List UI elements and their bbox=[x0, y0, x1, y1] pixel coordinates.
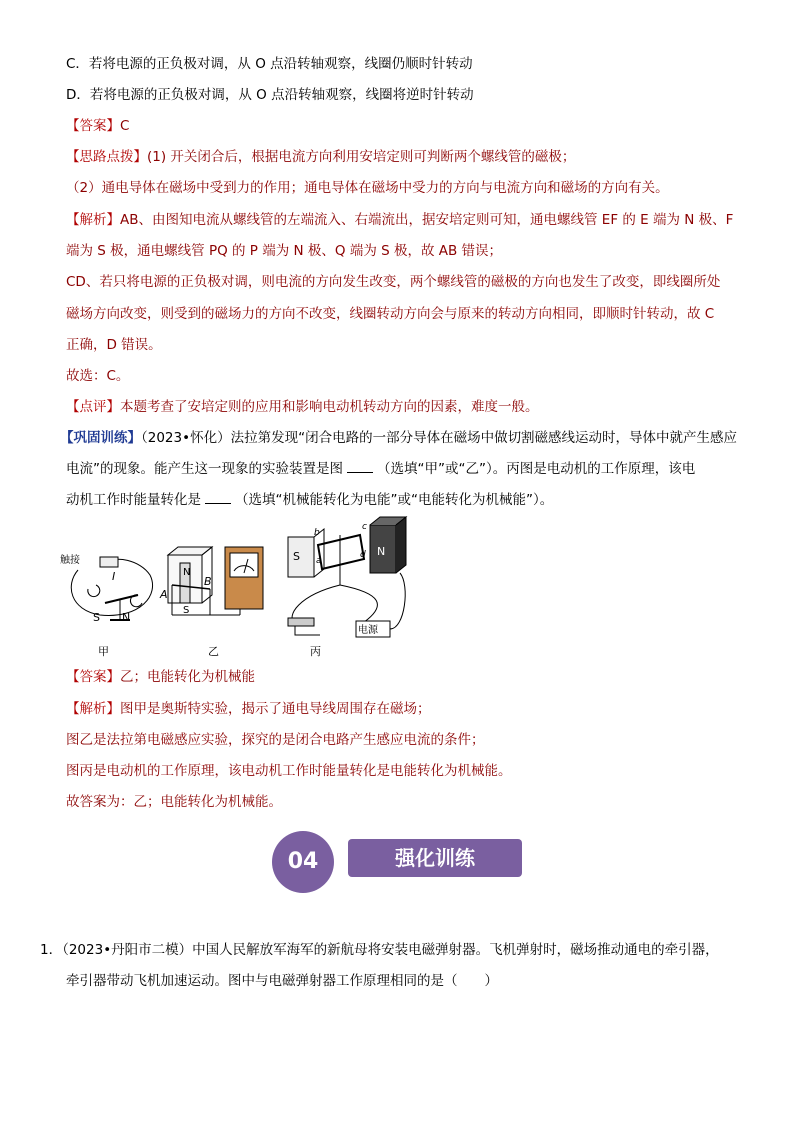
section-title: 强化训练 bbox=[348, 839, 522, 877]
answer-tag: 【答案】 bbox=[66, 118, 120, 134]
label-a: a bbox=[316, 556, 322, 566]
analysis-2-line-4: 故答案为：乙；电能转化为机械能。 bbox=[66, 794, 282, 810]
analysis-2-line-2: 图乙是法拉第电磁感应实验，探究的是闭合电路产生感应电流的条件； bbox=[66, 732, 485, 748]
question-1-line-1: 1．（2023•丹阳市二模）中国人民解放军海军的新航母将安装电磁弹射器。飞机弹射时，磁场推动通电的牵引器， bbox=[40, 942, 719, 958]
training-line-2 bbox=[66, 459, 695, 479]
label-c: c bbox=[362, 522, 367, 532]
label-b: b bbox=[314, 528, 320, 538]
analysis-2-text-1: 图甲是奥斯特实验，揭示了通电导线周围存在磁场； bbox=[120, 701, 431, 717]
caption-bing: 丙 bbox=[310, 645, 321, 658]
hint-tag: 【思路点拨】 bbox=[66, 149, 147, 165]
analysis-2-tag: 【解析】 bbox=[66, 701, 120, 717]
label-S-bing: S bbox=[293, 550, 300, 563]
training-line-1 bbox=[60, 428, 737, 448]
hint-line-1 bbox=[66, 147, 575, 167]
label-B: B bbox=[204, 575, 212, 588]
caption-jia: 甲 bbox=[98, 645, 109, 658]
label-S-jia: S bbox=[93, 611, 100, 624]
section-number-badge: 04 bbox=[272, 831, 334, 893]
label-N-yi: N bbox=[183, 567, 191, 578]
comment-line bbox=[66, 397, 539, 417]
label-A: A bbox=[160, 588, 168, 601]
option-c: C．若将电源的正负极对调，从 O 点沿转轴观察，线圈仍顺时针转动 bbox=[66, 56, 473, 72]
experiment-diagram bbox=[60, 515, 410, 660]
label-current-I: I bbox=[112, 570, 116, 583]
label-power: 电源 bbox=[358, 625, 378, 636]
comment-text: 本题考查了安培定则的应用和影响电动机转动方向的因素，难度一般。 bbox=[120, 399, 539, 415]
training-text-3b: （选填“机械能转化为电能”或“电能转化为机械能”）。 bbox=[235, 492, 554, 508]
label-d: d bbox=[360, 550, 366, 560]
hint-text-1: (1) 开关闭合后，根据电流方向利用安培定则可判断两个螺线管的磁极； bbox=[147, 149, 576, 165]
answer-2 bbox=[66, 667, 255, 687]
analysis-2-line-3: 图丙是电动机的工作原理，该电动机工作时能量转化是电能转化为机械能。 bbox=[66, 763, 512, 779]
answer-1 bbox=[66, 116, 129, 136]
answer-2-value: 乙；电能转化为机械能 bbox=[120, 669, 255, 685]
analysis-line-5: 正确，D 错误。 bbox=[66, 337, 162, 353]
training-text-3a: 动机工作时能量转化是 bbox=[66, 492, 201, 508]
analysis-line-4: 磁场方向改变，则受到的磁场力的方向不改变，线圈转动方向会与原来的转动方向相同，即顺时针转动，故 C bbox=[66, 306, 715, 322]
hint-line-2: （2）通电导体在磁场中受到力的作用；通电导体在磁场中受力的方向与电流方向和磁场的方向有关。 bbox=[66, 180, 669, 196]
figure-bing bbox=[288, 517, 406, 637]
question-1-line-2: 牵引器带动飞机加速运动。图中与电磁弹射器工作原理相同的是（ ） bbox=[66, 973, 498, 989]
label-touch: 触接 bbox=[60, 555, 80, 566]
analysis-line-1 bbox=[66, 210, 733, 230]
training-text-1: （2023•怀化）法拉第发现“闭合电路的一部分导体在磁场中做切割磁感线运动时，导体中就产生感应 bbox=[141, 430, 738, 446]
analysis-line-3: CD、若只将电源的正负极对调，则电流的方向发生改变，两个螺线管的磁极的方向也发生了改变，即线圈所处 bbox=[66, 274, 721, 290]
analysis-line-6: 故选：C。 bbox=[66, 368, 130, 384]
answer-blank-2 bbox=[205, 491, 231, 504]
label-N-jia: N bbox=[122, 611, 131, 624]
label-N-bing: N bbox=[377, 545, 386, 558]
answer-blank-1 bbox=[347, 460, 373, 473]
analysis-tag: 【解析】 bbox=[66, 212, 120, 228]
comment-tag: 【点评】 bbox=[66, 399, 120, 415]
caption-yi: 乙 bbox=[208, 645, 219, 658]
training-text-2b: （选填“甲”或“乙”）。丙图是电动机的工作原理，该电 bbox=[377, 461, 696, 477]
figure-jia bbox=[71, 557, 152, 620]
answer-value: C bbox=[120, 118, 130, 134]
training-tag: 【巩固训练】 bbox=[60, 430, 141, 446]
analysis-text-1: AB、由图知电流从螺线管的左端流入、右端流出，据安培定则可知，通电螺线管 EF 的 E 端为 N 极、F bbox=[120, 212, 734, 228]
option-d: D．若将电源的正负极对调，从 O 点沿转轴观察，线圈将逆时针转动 bbox=[66, 87, 474, 103]
training-text-2a: 电流”的现象。能产生这一现象的实验装置是图 bbox=[66, 461, 343, 477]
experiment-figure bbox=[60, 515, 410, 660]
training-line-3 bbox=[66, 490, 553, 510]
analysis-line-2: 端为 S 极，通电螺线管 PQ 的 P 端为 N 极、Q 端为 S 极，故 AB 错误； bbox=[66, 243, 503, 259]
answer-2-tag: 【答案】 bbox=[66, 669, 120, 685]
label-S-yi: S bbox=[183, 605, 190, 616]
analysis-2-line-1 bbox=[66, 699, 431, 719]
